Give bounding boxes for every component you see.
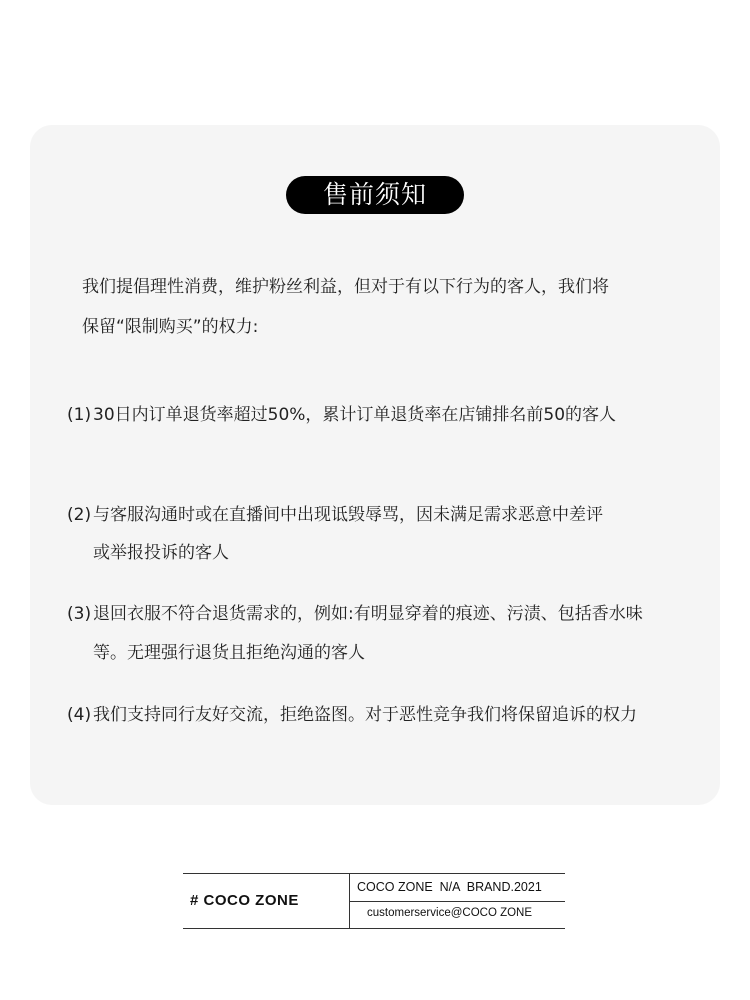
footer-bottom-divider	[183, 928, 565, 929]
footer-middle-divider	[350, 901, 565, 902]
rule-3-text-line-1: 退回衣服不符合退货需求的，例如:有明显穿着的痕迹、污渍、包括香水味	[93, 604, 643, 624]
rule-3-number: (3)	[67, 604, 92, 624]
rule-2-number: (2)	[67, 505, 92, 525]
rule-1-text: 30日内订单退货率超过50%，累计订单退货率在店铺排名前50的客人	[93, 405, 617, 425]
rule-1-number: (1)	[67, 405, 92, 425]
rule-3-text-line-2: 等。无理强行退货且拒绝沟通的客人	[93, 643, 365, 663]
intro-line-2: 保留“限制购买”的权力:	[82, 317, 259, 337]
rule-2-text-line-2: 或举报投诉的客人	[93, 543, 229, 563]
footer-top-divider	[183, 873, 565, 874]
rule-4-number: (4)	[67, 705, 92, 725]
page-title: 售前须知	[286, 176, 464, 214]
notice-card	[30, 125, 720, 805]
footer-brand: # COCO ZONE	[190, 892, 299, 909]
rule-4-text: 我们支持同行友好交流，拒绝盗图。对于恶性竞争我们将保留追诉的权力	[93, 705, 637, 725]
footer-vertical-divider	[349, 874, 350, 928]
intro-line-1: 我们提倡理性消费，维护粉丝利益，但对于有以下行为的客人，我们将	[82, 277, 609, 297]
footer-brand-info: COCO ZONE N/A BRAND.2021	[357, 880, 542, 894]
rule-2-text-line-1: 与客服沟通时或在直播间中出现诋毁辱骂，因未满足需求恶意中差评	[93, 505, 603, 525]
footer-email: customerservice@COCO ZONE	[367, 907, 533, 919]
